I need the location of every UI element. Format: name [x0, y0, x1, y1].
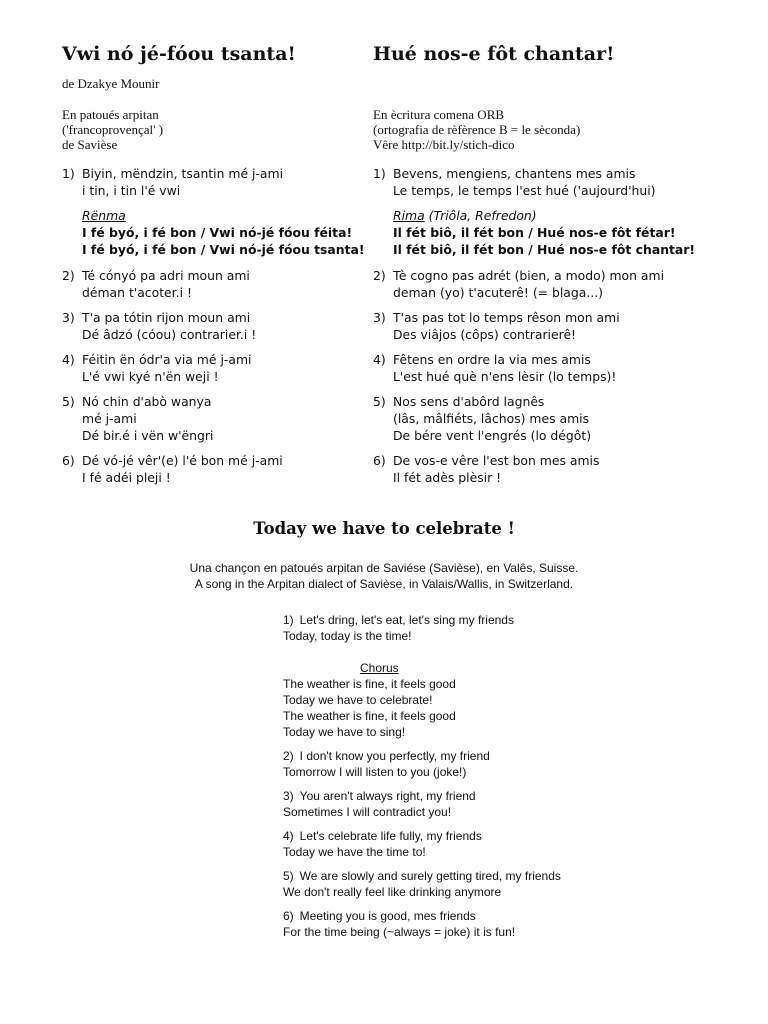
verse-number: 5) — [62, 394, 75, 409]
intro-line: En ècritura comena ORB — [373, 107, 505, 122]
verse-line: We don't really feel like drinking anymore — [283, 885, 502, 899]
author-spacer — [373, 76, 713, 91]
english-translation — [283, 612, 613, 948]
verse-line: L'est hué què n'ens lèsir (lo temps)! — [393, 369, 617, 384]
verse-5 — [62, 393, 362, 444]
refrain-note: (Triôla, Refredon) — [428, 208, 537, 223]
english-chorus — [283, 660, 613, 740]
verse-number: 1) — [62, 166, 75, 181]
verse-line: Dé âdzó (cóou) contrarier.i ! — [82, 327, 257, 342]
verse-1 — [373, 165, 713, 199]
verse-line: Meeting you is good, mes friends — [299, 909, 476, 923]
verse-line: Dé bir.é i vën w'ëngri — [82, 428, 214, 443]
verse-line: Bevens, mengiens, chantens mes amis — [393, 166, 636, 181]
subtitle-line: Una chançon en patoués arpitan de Saviése (Savièse), en Valês, Suisse. — [189, 561, 579, 575]
orb-intro — [373, 107, 713, 152]
refrain-label: Rima — [393, 208, 425, 223]
verse-number: 6) — [283, 909, 294, 923]
verse-line: Il fét adès plèsir ! — [393, 470, 502, 485]
verse-line: Des viâjos (côps) contrarierê! — [393, 327, 577, 342]
verse-line: Today we have the time to! — [283, 845, 426, 859]
refrain-label: Rënma — [82, 208, 126, 223]
intro-line: de Savièse — [62, 137, 118, 152]
verse-line: deman (yo) t'acuterê! (= blaga...) — [393, 285, 603, 300]
refrain-line: Il fét biô, il fét bon / Hué nos-e fôt fétar! — [393, 225, 676, 240]
verse-line: You aren't always right, my friend — [299, 789, 476, 803]
english-subtitle — [0, 560, 768, 592]
verse-number: 1) — [283, 613, 294, 627]
verse-number: 4) — [283, 829, 294, 843]
verse-number: 5) — [373, 394, 386, 409]
verse-line: Féitin ën ódr'a via mé j-ami — [82, 352, 252, 367]
refrain — [393, 207, 713, 258]
verse-2 — [62, 267, 362, 301]
verse-number: 4) — [62, 352, 75, 367]
arpitan-column — [62, 42, 365, 494]
orb-title: Hué nos-e fôt chantar! — [373, 43, 615, 65]
english-title: Today we have to celebrate ! — [253, 519, 515, 538]
verse-line: Fêtens en ordre la via mes amis — [393, 352, 591, 367]
verse-line: Le temps, le temps l'est hué ('aujourd'hui) — [393, 183, 656, 198]
author-line: de Dzakye Mounir — [62, 76, 160, 91]
english-verse-1 — [283, 612, 613, 644]
verse-line: i tin, i tin l'é vwi — [82, 183, 181, 198]
orb-column — [373, 42, 713, 494]
refrain — [82, 207, 365, 258]
verse-number: 2) — [283, 749, 294, 763]
verse-line: Té cónyó pa adri moun ami — [82, 268, 250, 283]
verse-line: T'a pa tótin rijon moun ami — [82, 310, 251, 325]
verse-4 — [62, 351, 362, 385]
chorus-line: The weather is fine, it feels good — [283, 677, 456, 691]
subtitle-line: A song in the Arpitan dialect of Savièse, in Valais/Wallis, in Switzerland. — [194, 577, 574, 591]
verse-line: I don't know you perfectly, my friend — [299, 749, 490, 763]
english-verse-2 — [283, 748, 613, 780]
english-verse-6 — [283, 908, 613, 940]
intro-line: En patoués arpitan — [62, 107, 159, 122]
verse-line: I fé adéi pleji ! — [82, 470, 171, 485]
verse-line: Let's celebrate life fully, my friends — [299, 829, 482, 843]
verse-line: (lâs, mâlfiéts, lâchos) mes amis — [393, 411, 590, 426]
refrain-line: I fé byó, i fé bon / Vwi nó-jé fóou tsanta! — [82, 242, 365, 257]
english-verse-5 — [283, 868, 613, 900]
verse-number: 4) — [373, 352, 386, 367]
verse-1 — [62, 165, 362, 199]
verse-3 — [373, 309, 713, 343]
verse-line: Nó chin d'abò wanya — [82, 394, 212, 409]
verse-number: 6) — [373, 453, 386, 468]
arpitan-title: Vwi nó jé-fóou tsanta! — [62, 43, 296, 65]
verse-line: Sometimes I will contradict you! — [283, 805, 452, 819]
verse-6 — [62, 452, 362, 486]
verse-4 — [373, 351, 713, 385]
verse-number: 6) — [62, 453, 75, 468]
verse-line: Tè cogno pas adrét (bien, a modo) mon ami — [393, 268, 665, 283]
verse-5 — [373, 393, 713, 444]
verse-line: Tomorrow I will listen to you (joke!) — [283, 765, 467, 779]
verse-line: De vos-e vêre l'est bon mes amis — [393, 453, 600, 468]
chorus-line: Today we have to sing! — [283, 725, 406, 739]
verse-number: 3) — [373, 310, 386, 325]
verse-number: 3) — [62, 310, 75, 325]
verse-line: T'as pas tot lo temps rêson mon ami — [393, 310, 620, 325]
verse-number: 2) — [373, 268, 386, 283]
verse-line: We are slowly and surely getting tired, my friends — [299, 869, 561, 883]
verse-line: For the time being (~always = joke) it is fun! — [283, 925, 516, 939]
verse-number: 1) — [373, 166, 386, 181]
english-verse-4 — [283, 828, 613, 860]
english-verse-3 — [283, 788, 613, 820]
chorus-label: Chorus — [360, 661, 399, 675]
dictionary-link[interactable]: Vêre http://bit.ly/stich-dico — [373, 137, 515, 152]
verse-3 — [62, 309, 362, 343]
verse-line: Biyin, mëndzin, tsantin mé j-ami — [82, 166, 284, 181]
chorus-line: Today we have to celebrate! — [283, 693, 433, 707]
verse-6 — [373, 452, 713, 486]
verse-line: Nos sens d'abôrd lagnês — [393, 394, 545, 409]
chorus-line: The weather is fine, it feels good — [283, 709, 456, 723]
refrain-line: I fé byó, i fé bon / Vwi nó-jé fóou féita! — [82, 225, 353, 240]
verse-line: L'é vwi kyé n'ën weji ! — [82, 369, 219, 384]
verse-number: 2) — [62, 268, 75, 283]
intro-line: ('francoprovençal' ) — [62, 122, 164, 137]
verse-line: Today, today is the time! — [283, 629, 412, 643]
verse-number: 5) — [283, 869, 294, 883]
refrain-line: Il fét biô, il fét bon / Hué nos-e fôt chantar! — [393, 242, 696, 257]
arpitan-intro — [62, 107, 362, 152]
verse-number: 3) — [283, 789, 294, 803]
verse-line: De bére vent l'engrés (lo dégôt) — [393, 428, 592, 443]
verse-line: déman t'acoter.i ! — [82, 285, 192, 300]
intro-line: (ortografia de rèfèrence B = le sèconda) — [373, 122, 581, 137]
verse-2 — [373, 267, 713, 301]
verse-line: Dé vó-jé vêr'(e) l'é bon mé j-ami — [82, 453, 283, 468]
verse-line: mé j-ami — [82, 411, 137, 426]
verse-line: Let's dring, let's eat, let's sing my friends — [299, 613, 514, 627]
